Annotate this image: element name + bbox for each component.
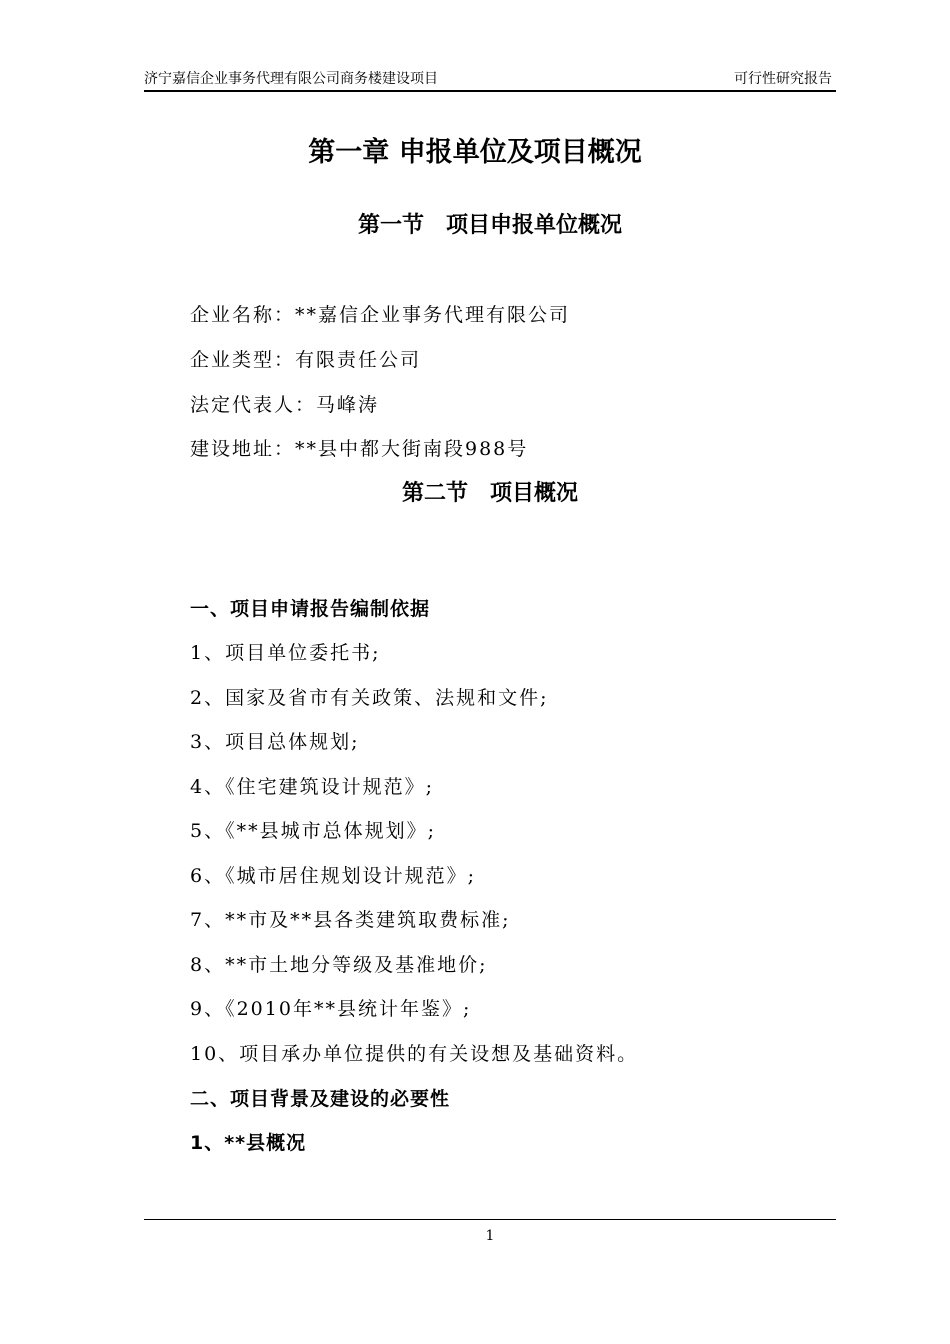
list-item: 10、项目承办单位提供的有关设想及基础资料。 [190, 1043, 639, 1065]
list-item: 5、《**县城市总体规划》; [190, 820, 436, 842]
list-item: 6、《城市居住规划设计规范》; [190, 865, 476, 887]
page-number: 1 [485, 1228, 495, 1244]
list-item: 1、项目单位委托书; [190, 642, 381, 664]
list-item: 3、项目总体规划; [190, 731, 360, 753]
page-header [144, 68, 836, 92]
sub-heading: 1、**县概况 [190, 1132, 307, 1154]
chapter-title: 第一章 申报单位及项目概况 [308, 137, 642, 168]
list-item: 8、**市土地分等级及基准地价; [190, 954, 488, 976]
company-type: 企业类型：有限责任公司 [190, 349, 422, 371]
company-name: 企业名称：**嘉信企业事务代理有限公司 [190, 304, 571, 326]
background-heading: 二、项目背景及建设的必要性 [190, 1088, 451, 1110]
footer-rule [144, 1219, 836, 1220]
section-1-title: 第一节 项目申报单位概况 [357, 213, 622, 238]
legal-representative: 法定代表人：马峰涛 [190, 394, 380, 416]
section-2-title: 第二节 项目概况 [401, 481, 578, 506]
header-report-type: 可行性研究报告 [734, 71, 832, 87]
list-item: 7、**市及**县各类建筑取费标准; [190, 909, 511, 931]
list-item: 2、国家及省市有关政策、法规和文件; [190, 687, 549, 709]
header-project-title: 济宁嘉信企业事务代理有限公司商务楼建设项目 [144, 71, 438, 87]
list-item: 9、《2010年**县统计年鉴》; [190, 998, 472, 1020]
list-item: 4、《住宅建筑设计规范》; [190, 776, 434, 798]
construction-address: 建设地址：**县中都大街南段988号 [190, 438, 529, 460]
basis-heading: 一、项目申请报告编制依据 [190, 598, 431, 620]
